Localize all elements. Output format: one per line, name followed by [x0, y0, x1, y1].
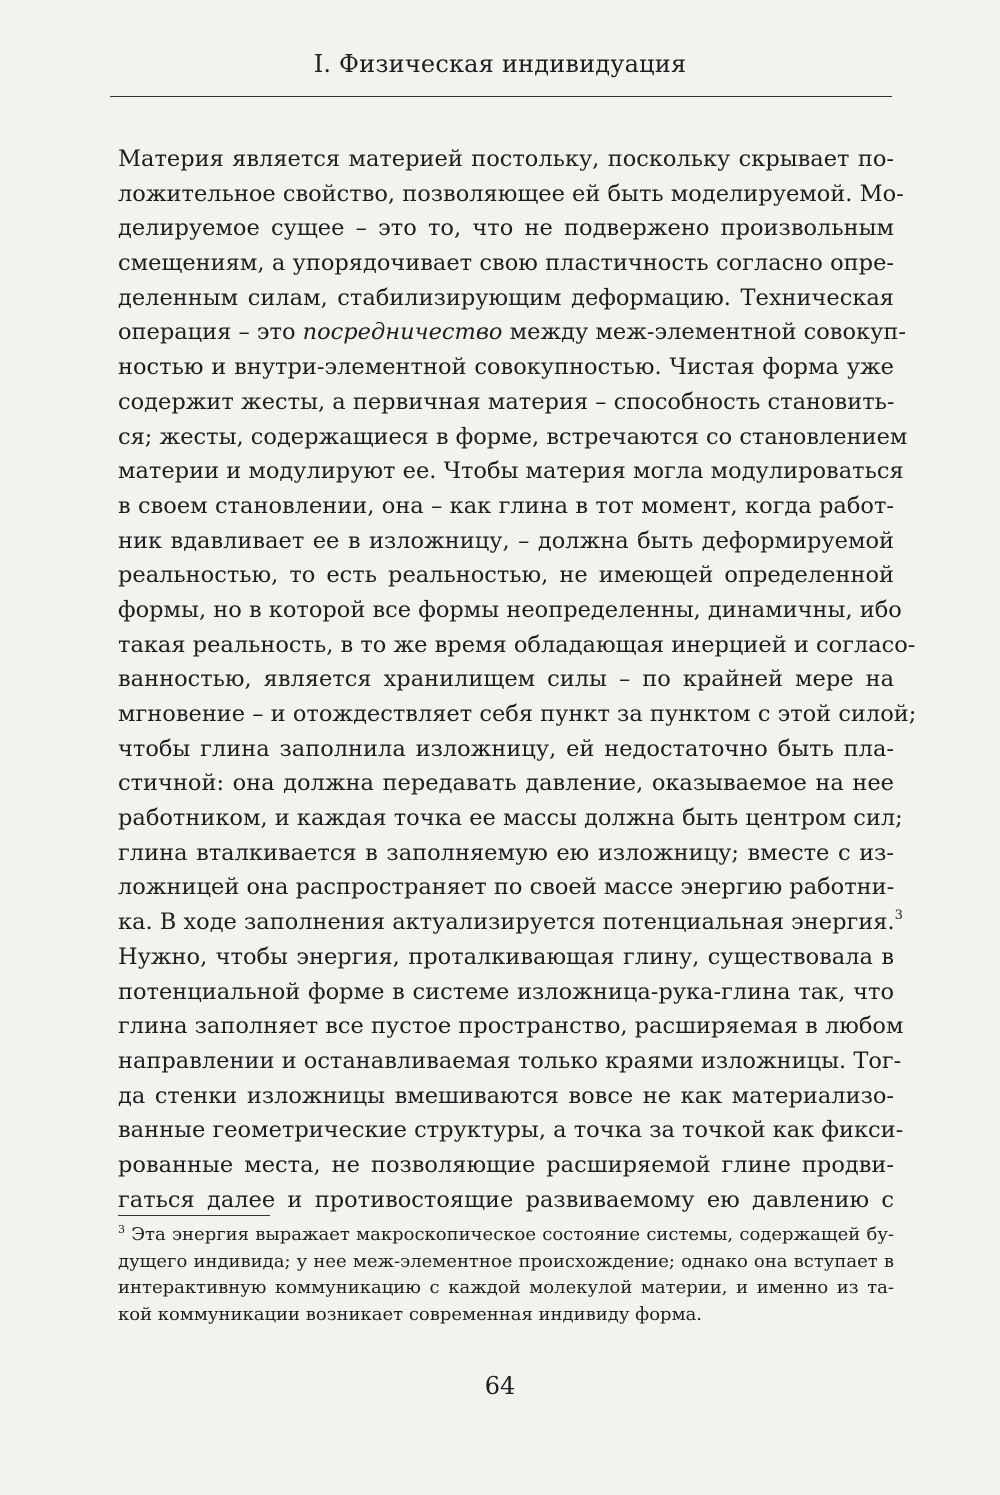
- text-line: реальностью, то есть реальностью, не имеющей определенной: [118, 562, 894, 589]
- footnote-line: дущего индивида; у нее меж-элементное происхождение; однако она вступает в: [118, 1250, 894, 1272]
- footnote: [118, 1222, 894, 1328]
- text-line: ностью и внутри-элементной совокупностью. Чистая форма уже: [118, 354, 894, 381]
- text-line: содержит жесты, а первичная материя – способность становить-: [118, 388, 895, 415]
- text-line: глина заполняет все пустое пространство, расширяемая в любом: [118, 1013, 904, 1040]
- text-line: материи и модулируют ее. Чтобы материя могла модулироваться: [118, 458, 904, 485]
- text-fragment: ка. В ходе заполнения актуализируется потенциальная энергия.: [118, 909, 895, 936]
- text-line: ванностью, является хранилищем силы – по крайней мере на: [118, 666, 894, 693]
- text-line: Нужно, чтобы энергия, проталкивающая глину, существовала в: [118, 943, 894, 970]
- text-fragment: операция – это: [118, 319, 303, 346]
- text-line: ложницей она распространяет по своей массе энергию работни-: [118, 874, 895, 901]
- text-line: смещениям, а упорядочивает свою пластичность согласно опре-: [118, 250, 894, 277]
- text-line: ник вдавливает ее в изложницу, – должна быть деформируемой: [118, 527, 894, 554]
- text-line: формы, но в которой все формы неопределенны, динамичны, ибо: [118, 596, 902, 623]
- text-fragment: между меж-элементной совокуп-: [509, 319, 906, 346]
- footnote-marker: 3: [118, 1223, 125, 1236]
- text-line: Материя является материей постольку, поскольку скрывает по-: [118, 146, 894, 172]
- text-line: работником, и каждая точка ее массы должна быть центром сил;: [118, 805, 903, 832]
- text-line: мгновение – и отождествляет себя пункт за пунктом с этой силой;: [118, 701, 917, 727]
- text-line-with-footnote-ref: [118, 905, 903, 940]
- text-line: гаться далее и противостоящие развиваемому ею давлению с: [118, 1186, 894, 1213]
- footnote-rule: [118, 1215, 270, 1216]
- text-fragment: Эта энергия выражает макроскопическое состояние системы, содержащей бу-: [131, 1224, 894, 1245]
- footnote-line: кой коммуникации возникает современная индивиду форма.: [118, 1303, 703, 1325]
- body-text: [118, 142, 917, 1217]
- text-line: потенциальной форме в системе изложница-рука-глина так, что: [118, 978, 894, 1005]
- text-line: стичной: она должна передавать давление, оказываемое на нее: [118, 770, 894, 797]
- header-rule: [110, 96, 892, 97]
- footnote-reference[interactable]: 3: [894, 908, 903, 924]
- text-line: глина вталкивается в заполняемую ею изложницу; вместе с из-: [118, 839, 894, 866]
- page-number: 64: [484, 1372, 516, 1400]
- text-line: да стенки изложницы вмешиваются вовсе не как материализо-: [118, 1082, 894, 1109]
- text-line: деленным силам, стабилизирующим деформацию. Техническая: [118, 284, 894, 311]
- running-header: I. Физическая индивидуация: [313, 50, 687, 78]
- text-line: ся; жесты, содержащиеся в форме, встречаются со становлением: [118, 423, 908, 450]
- text-line: чтобы глина заполнила изложницу, ей недостаточно быть пла-: [118, 735, 894, 762]
- text-line: направлении и останавливаемая только краями изложницы. Тог-: [118, 1047, 902, 1074]
- text-line: такая реальность, в то же время обладающая инерцией и согласо-: [118, 631, 916, 658]
- footnote-line: [118, 1222, 894, 1249]
- text-line: рованные места, не позволяющие расширяемой глине продви-: [118, 1151, 894, 1178]
- emphasized-term: посредничество: [302, 319, 503, 346]
- text-line: ложительное свойство, позволяющее ей быть моделируемой. Мо-: [118, 180, 904, 207]
- text-line: делируемое сущее – это то, что не подвержено произвольным: [118, 215, 894, 242]
- text-line: ванные геометрические структуры, а точка за точкой как фикси-: [118, 1117, 904, 1144]
- footnote-line: интерактивную коммуникацию с каждой молекулой материи, и именно из та-: [118, 1277, 894, 1298]
- text-line-with-emphasis: [118, 315, 906, 350]
- text-line: в своем становлении, она – как глина в тот момент, когда работ-: [118, 492, 894, 519]
